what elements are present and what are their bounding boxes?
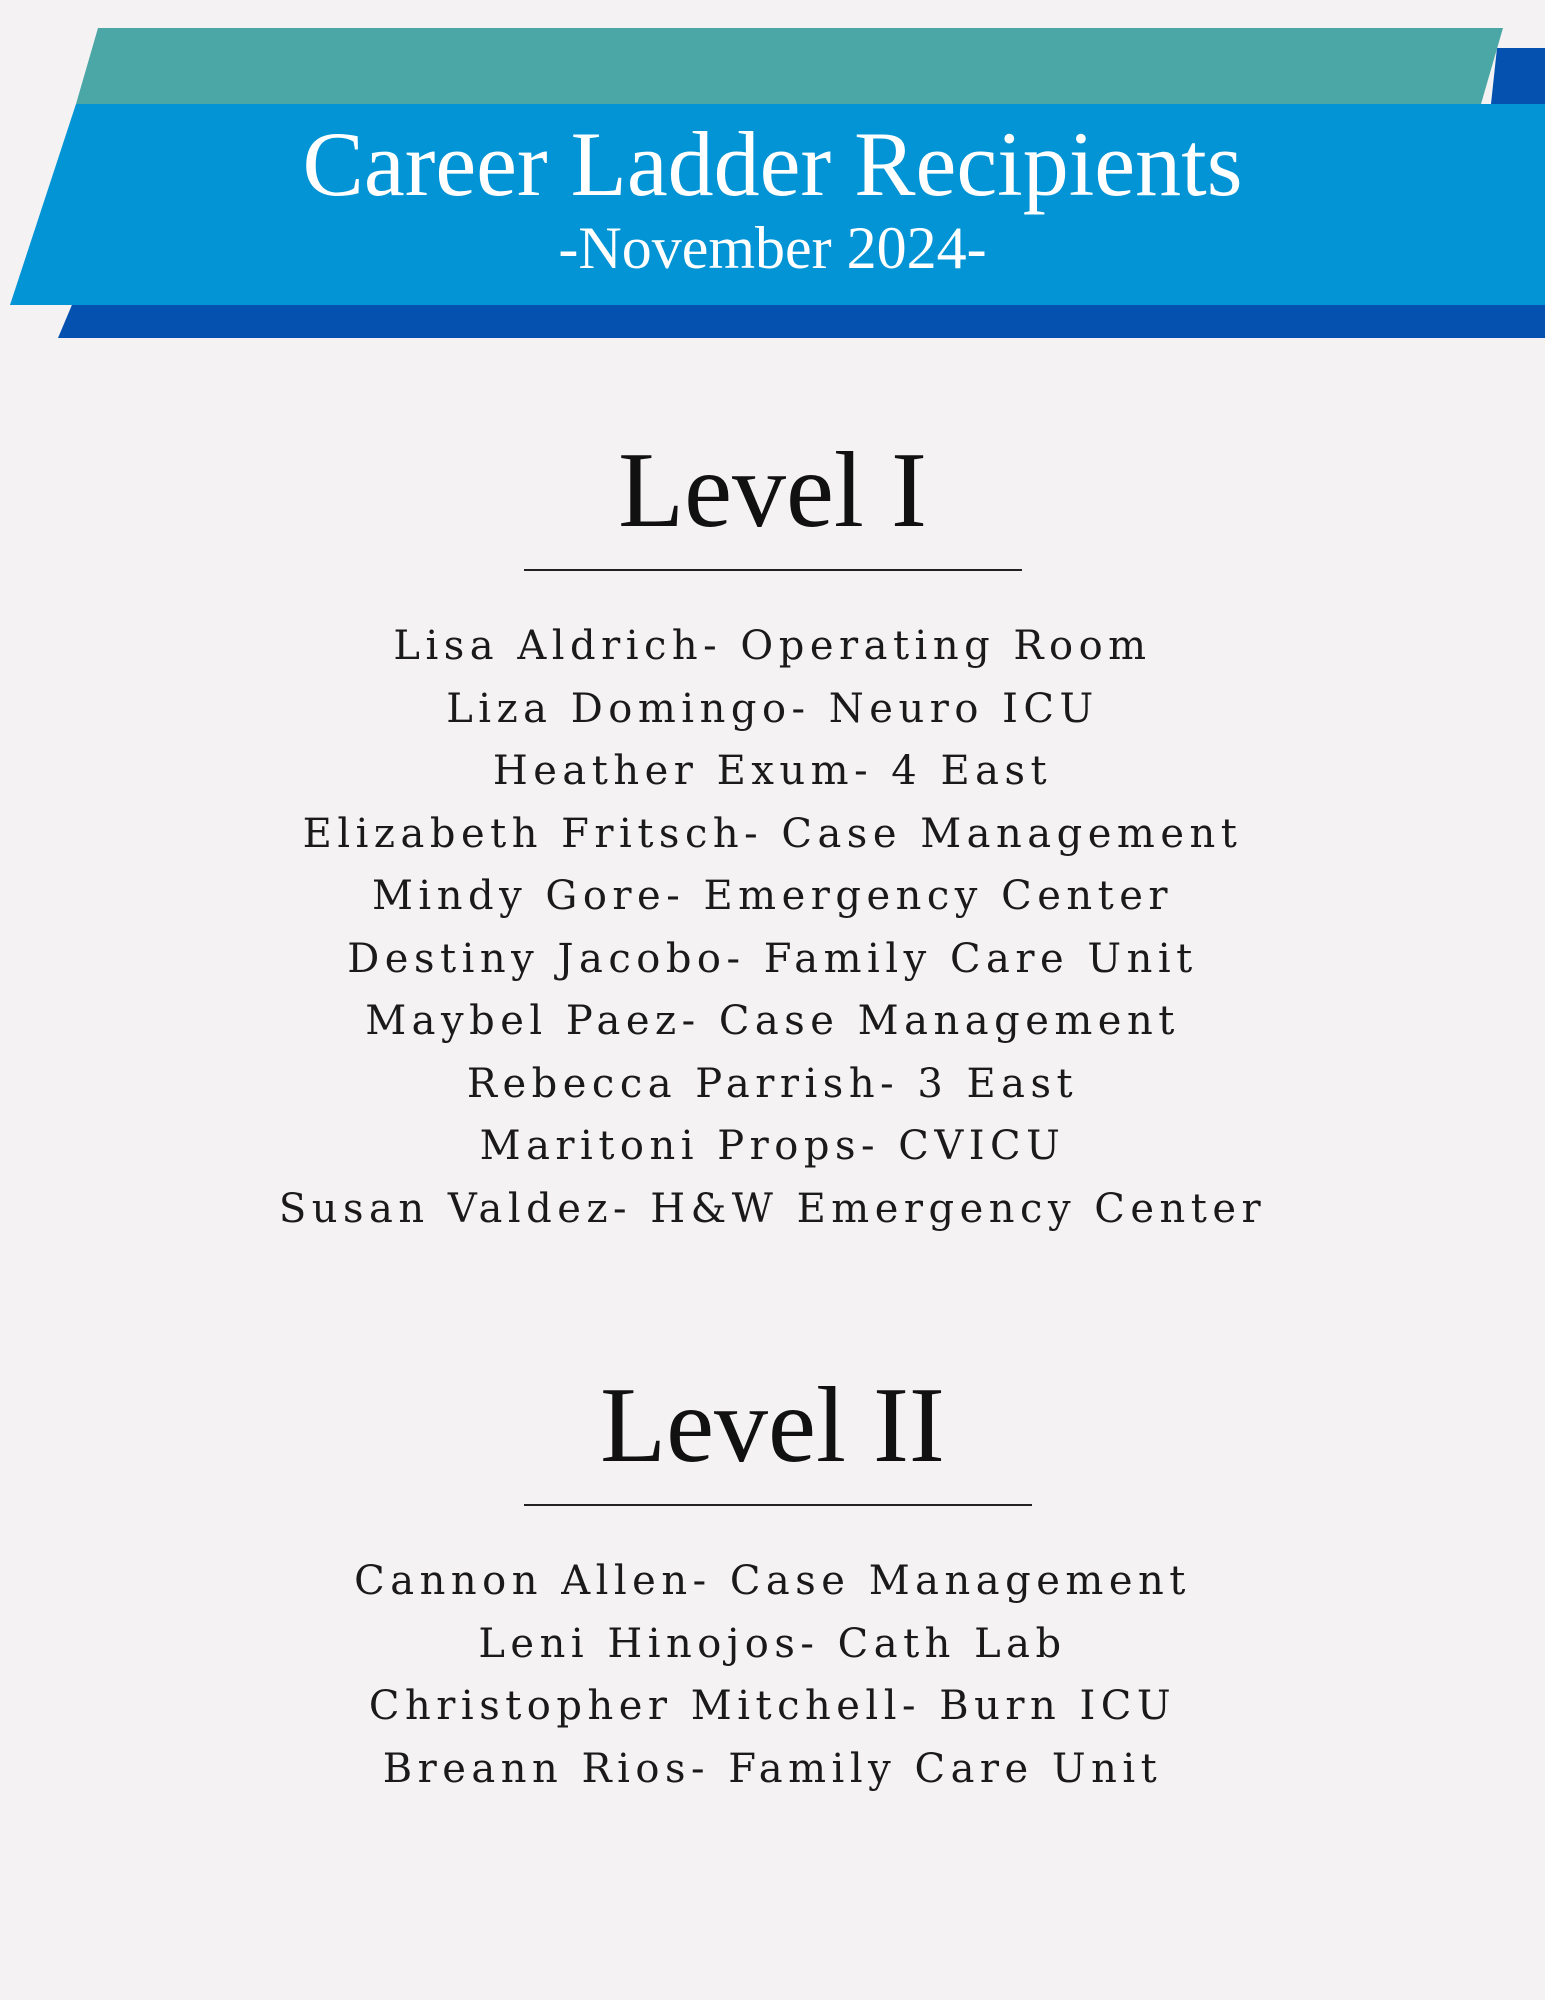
list-item: Leni Hinojos- Cath Lab xyxy=(478,1620,1067,1667)
list-item: Liza Domingo- Neuro ICU xyxy=(446,685,1099,732)
list-item: Cannon Allen- Case Management xyxy=(354,1558,1191,1604)
list-item: Maybel Paez- Case Management xyxy=(365,998,1180,1044)
level-2-heading: Level II xyxy=(600,1366,945,1485)
list-item: Susan Valdez- H&W Emergency Center xyxy=(278,1185,1267,1232)
banner-teal-band xyxy=(76,28,1503,104)
level-2-recipient-list xyxy=(0,1550,1545,1800)
list-item: Heather Exum- 4 East xyxy=(492,748,1053,794)
level-1-heading: Level I xyxy=(618,431,927,550)
list-item: Destiny Jacobo- Family Care Unit xyxy=(347,935,1198,982)
list-item: Lisa Aldrich- Operating Room xyxy=(393,623,1152,669)
list-item: Mindy Gore- Emergency Center xyxy=(371,873,1174,919)
level-1-recipient-list xyxy=(0,615,1545,1240)
level-2-divider xyxy=(524,1504,1032,1506)
page-title: Career Ladder Recipients xyxy=(302,113,1243,215)
list-item: Maritoni Props- CVICU xyxy=(479,1123,1066,1169)
list-item: Rebecca Parrish- 3 East xyxy=(466,1060,1079,1107)
header-banner xyxy=(0,0,1545,350)
page-subtitle: -November 2024- xyxy=(558,215,987,281)
list-item: Breann Rios- Family Care Unit xyxy=(382,1745,1163,1792)
list-item: Christopher Mitchell- Burn ICU xyxy=(368,1683,1177,1729)
list-item: Elizabeth Fritsch- Case Management xyxy=(302,810,1243,857)
level-1-divider xyxy=(524,569,1022,571)
